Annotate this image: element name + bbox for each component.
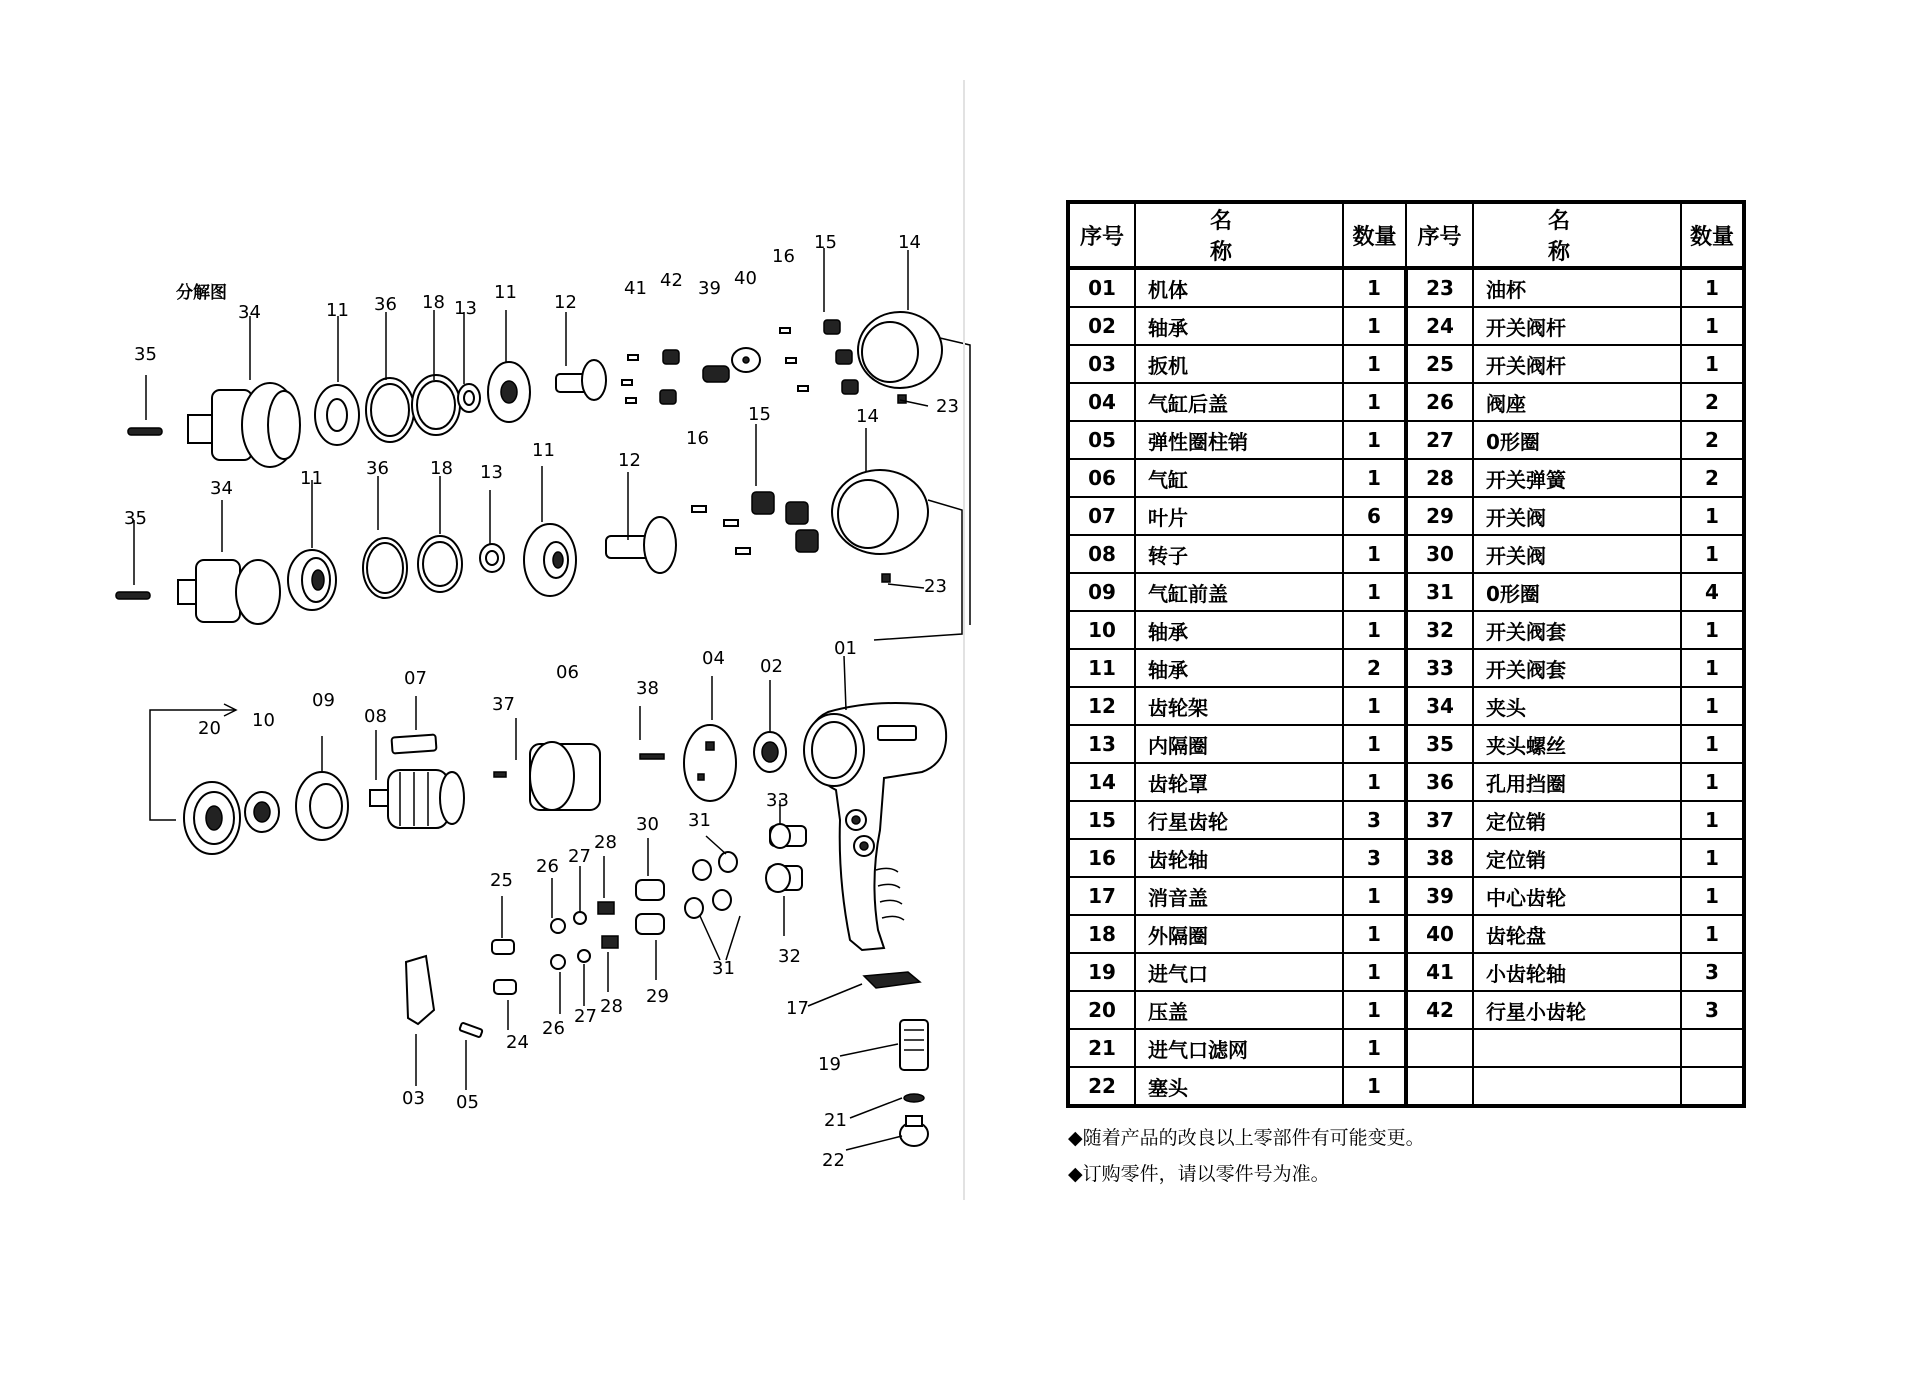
part-name: 开关阀套 — [1473, 649, 1681, 687]
part-number: 20 — [1068, 991, 1135, 1029]
table-row — [1068, 611, 1744, 649]
part-name: 齿轮盘 — [1473, 915, 1681, 953]
part-name: 定位销 — [1473, 839, 1681, 877]
part-number: 05 — [1068, 421, 1135, 459]
part-name: 轴承 — [1135, 611, 1343, 649]
part-label: 30 — [636, 814, 659, 835]
part-qty: 2 — [1343, 649, 1406, 687]
diagram-title: 分解图 — [176, 283, 227, 303]
part-qty: 1 — [1681, 839, 1744, 877]
part-number: 36 — [1406, 763, 1473, 801]
table-row — [1068, 573, 1744, 611]
note-line: ◆随着产品的改良以上零部件有可能变更。 — [1068, 1127, 1425, 1149]
part-qty: 1 — [1681, 801, 1744, 839]
part-label: 13 — [480, 462, 503, 483]
part-qty: 1 — [1343, 763, 1406, 801]
part-label: 35 — [124, 508, 147, 529]
part-label: 31 — [712, 958, 735, 979]
part-qty: 1 — [1681, 687, 1744, 725]
part-label: 13 — [454, 298, 477, 319]
part-qty: 2 — [1681, 421, 1744, 459]
part-qty: 1 — [1343, 991, 1406, 1029]
part-name: 外隔圈 — [1135, 915, 1343, 953]
part-label: 15 — [748, 404, 771, 425]
part-label: 11 — [300, 468, 323, 489]
part-label: 14 — [856, 406, 879, 427]
part-number: 10 — [1068, 611, 1135, 649]
part-name: 行星小齿轮 — [1473, 991, 1681, 1029]
header-no: 序号 — [1406, 202, 1473, 268]
part-number: 02 — [1068, 307, 1135, 345]
table-row — [1068, 307, 1744, 345]
part-name: 0形圈 — [1473, 421, 1681, 459]
part-label: 36 — [366, 458, 389, 479]
part-qty: 1 — [1343, 345, 1406, 383]
part-label: 18 — [422, 292, 445, 313]
part-label: 33 — [766, 790, 789, 811]
part-label: 20 — [198, 718, 221, 739]
part-number: 16 — [1068, 839, 1135, 877]
part-number: 29 — [1406, 497, 1473, 535]
part-label: 16 — [772, 246, 795, 267]
part-label: 16 — [686, 428, 709, 449]
part-number — [1406, 1029, 1473, 1067]
part-name: 0形圈 — [1473, 573, 1681, 611]
part-name: 齿轮轴 — [1135, 839, 1343, 877]
part-qty: 2 — [1681, 383, 1744, 421]
part-label: 28 — [594, 832, 617, 853]
header-no: 序号 — [1068, 202, 1135, 268]
part-label: 39 — [698, 278, 721, 299]
part-qty — [1681, 1029, 1744, 1067]
part-label: 23 — [936, 396, 959, 417]
part-label: 11 — [494, 282, 517, 303]
part-number: 06 — [1068, 459, 1135, 497]
table-row — [1068, 915, 1744, 953]
part-label: 26 — [536, 856, 559, 877]
part-name: 塞头 — [1135, 1067, 1343, 1106]
part-number: 17 — [1068, 877, 1135, 915]
table-row — [1068, 1029, 1744, 1067]
part-label: 27 — [574, 1006, 597, 1027]
part-name: 中心齿轮 — [1473, 877, 1681, 915]
part-name — [1473, 1067, 1681, 1106]
part-name: 油杯 — [1473, 268, 1681, 307]
part-qty: 1 — [1681, 535, 1744, 573]
row3-parts — [150, 703, 946, 1146]
part-label: 25 — [490, 870, 513, 891]
part-name — [1473, 1029, 1681, 1067]
part-qty: 1 — [1343, 268, 1406, 307]
part-number — [1406, 1067, 1473, 1106]
part-qty: 1 — [1343, 1067, 1406, 1106]
part-qty: 1 — [1681, 725, 1744, 763]
part-qty: 2 — [1681, 459, 1744, 497]
note-line: ◆订购零件，请以零件号为准。 — [1068, 1163, 1330, 1185]
part-label: 02 — [760, 656, 783, 677]
part-number: 25 — [1406, 345, 1473, 383]
part-number: 33 — [1406, 649, 1473, 687]
part-qty: 1 — [1681, 763, 1744, 801]
part-name: 小齿轮轴 — [1473, 953, 1681, 991]
part-qty: 1 — [1343, 573, 1406, 611]
part-qty: 1 — [1343, 459, 1406, 497]
part-number: 35 — [1406, 725, 1473, 763]
part-label: 24 — [506, 1032, 529, 1053]
header-qty: 数量 — [1681, 202, 1744, 268]
part-qty: 1 — [1681, 268, 1744, 307]
table-row — [1068, 535, 1744, 573]
part-name: 扳机 — [1135, 345, 1343, 383]
part-name: 阀座 — [1473, 383, 1681, 421]
table-row — [1068, 1067, 1744, 1106]
part-qty: 1 — [1343, 953, 1406, 991]
part-number: 04 — [1068, 383, 1135, 421]
part-qty: 3 — [1681, 953, 1744, 991]
part-label: 23 — [924, 576, 947, 597]
part-label: 04 — [702, 648, 725, 669]
table-row — [1068, 763, 1744, 801]
part-number: 23 — [1406, 268, 1473, 307]
part-label: 35 — [134, 344, 157, 365]
part-name: 夹头螺丝 — [1473, 725, 1681, 763]
part-qty: 3 — [1343, 801, 1406, 839]
table-row — [1068, 839, 1744, 877]
part-label: 12 — [618, 450, 641, 471]
part-number: 22 — [1068, 1067, 1135, 1106]
part-name: 开关阀杆 — [1473, 345, 1681, 383]
part-name: 机体 — [1135, 268, 1343, 307]
part-number: 08 — [1068, 535, 1135, 573]
part-label: 11 — [326, 300, 349, 321]
part-label: 11 — [532, 440, 555, 461]
part-label: 07 — [404, 668, 427, 689]
part-label: 14 — [898, 232, 921, 253]
part-name: 齿轮架 — [1135, 687, 1343, 725]
table-row — [1068, 459, 1744, 497]
header-name: 名 称 — [1473, 202, 1681, 268]
table-row — [1068, 345, 1744, 383]
part-qty: 1 — [1343, 307, 1406, 345]
part-qty: 1 — [1681, 345, 1744, 383]
part-number: 24 — [1406, 307, 1473, 345]
part-label: 27 — [568, 846, 591, 867]
part-qty: 1 — [1343, 535, 1406, 573]
part-name: 孔用挡圈 — [1473, 763, 1681, 801]
part-qty: 1 — [1343, 877, 1406, 915]
part-number: 39 — [1406, 877, 1473, 915]
part-label: 22 — [822, 1150, 845, 1171]
row2-parts — [116, 470, 962, 640]
part-label: 05 — [456, 1092, 479, 1113]
part-label: 31 — [688, 810, 711, 831]
fold-mark — [963, 80, 965, 1200]
part-number: 18 — [1068, 915, 1135, 953]
part-label: 12 — [554, 292, 577, 313]
part-qty: 1 — [1343, 915, 1406, 953]
part-number: 34 — [1406, 687, 1473, 725]
part-name: 开关阀套 — [1473, 611, 1681, 649]
part-name: 开关阀 — [1473, 535, 1681, 573]
table-header-row — [1068, 202, 1744, 268]
part-name: 进气口 — [1135, 953, 1343, 991]
part-number: 41 — [1406, 953, 1473, 991]
part-number: 37 — [1406, 801, 1473, 839]
part-number: 30 — [1406, 535, 1473, 573]
table-row — [1068, 268, 1744, 307]
part-qty: 1 — [1343, 725, 1406, 763]
part-label: 40 — [734, 268, 757, 289]
part-name: 轴承 — [1135, 649, 1343, 687]
part-labels — [124, 232, 959, 1171]
part-name: 弹性圈柱销 — [1135, 421, 1343, 459]
part-number: 03 — [1068, 345, 1135, 383]
part-name: 叶片 — [1135, 497, 1343, 535]
table-row — [1068, 497, 1744, 535]
part-label: 17 — [786, 998, 809, 1019]
part-qty: 1 — [1681, 497, 1744, 535]
part-number: 14 — [1068, 763, 1135, 801]
part-label: 19 — [818, 1054, 841, 1075]
part-qty: 1 — [1343, 1029, 1406, 1067]
part-qty — [1681, 1067, 1744, 1106]
part-name: 开关阀杆 — [1473, 307, 1681, 345]
part-name: 消音盖 — [1135, 877, 1343, 915]
part-number: 26 — [1406, 383, 1473, 421]
part-label: 38 — [636, 678, 659, 699]
row4-parts — [406, 852, 737, 1038]
table-row — [1068, 649, 1744, 687]
part-qty: 3 — [1343, 839, 1406, 877]
table-row — [1068, 953, 1744, 991]
header-name: 名 称 — [1135, 202, 1343, 268]
part-label: 15 — [814, 232, 837, 253]
part-name: 气缸前盖 — [1135, 573, 1343, 611]
part-number: 01 — [1068, 268, 1135, 307]
part-number: 42 — [1406, 991, 1473, 1029]
part-number: 09 — [1068, 573, 1135, 611]
header-qty: 数量 — [1343, 202, 1406, 268]
part-number: 21 — [1068, 1029, 1135, 1067]
part-qty: 1 — [1681, 877, 1744, 915]
part-name: 进气口滤网 — [1135, 1029, 1343, 1067]
part-qty: 1 — [1681, 649, 1744, 687]
parts-table-body — [1068, 268, 1744, 1106]
part-name: 内隔圈 — [1135, 725, 1343, 763]
part-name: 转子 — [1135, 535, 1343, 573]
part-qty: 6 — [1343, 497, 1406, 535]
part-number: 38 — [1406, 839, 1473, 877]
part-number: 27 — [1406, 421, 1473, 459]
part-name: 定位销 — [1473, 801, 1681, 839]
part-label: 21 — [824, 1110, 847, 1131]
table-row — [1068, 421, 1744, 459]
part-label: 36 — [374, 294, 397, 315]
part-label: 18 — [430, 458, 453, 479]
part-qty: 1 — [1681, 915, 1744, 953]
part-label: 34 — [238, 302, 261, 323]
part-label: 37 — [492, 694, 515, 715]
part-label: 08 — [364, 706, 387, 727]
part-qty: 1 — [1681, 611, 1744, 649]
part-number: 19 — [1068, 953, 1135, 991]
part-label: 34 — [210, 478, 233, 499]
part-qty: 3 — [1681, 991, 1744, 1029]
part-qty: 1 — [1343, 383, 1406, 421]
part-number: 11 — [1068, 649, 1135, 687]
part-name: 气缸后盖 — [1135, 383, 1343, 421]
part-number: 31 — [1406, 573, 1473, 611]
part-label: 41 — [624, 278, 647, 299]
part-number: 12 — [1068, 687, 1135, 725]
part-label: 03 — [402, 1088, 425, 1109]
parts-table — [1066, 200, 1746, 1108]
table-row — [1068, 725, 1744, 763]
part-name: 开关阀 — [1473, 497, 1681, 535]
table-row — [1068, 383, 1744, 421]
part-name: 齿轮罩 — [1135, 763, 1343, 801]
part-label: 10 — [252, 710, 275, 731]
part-label: 09 — [312, 690, 335, 711]
part-number: 40 — [1406, 915, 1473, 953]
part-label: 06 — [556, 662, 579, 683]
notes — [1068, 1120, 1425, 1192]
part-name: 开关弹簧 — [1473, 459, 1681, 497]
part-qty: 1 — [1343, 687, 1406, 725]
part-name: 行星齿轮 — [1135, 801, 1343, 839]
part-name: 轴承 — [1135, 307, 1343, 345]
part-number: 07 — [1068, 497, 1135, 535]
part-label: 28 — [600, 996, 623, 1017]
part-number: 13 — [1068, 725, 1135, 763]
part-name: 夹头 — [1473, 687, 1681, 725]
part-label: 26 — [542, 1018, 565, 1039]
part-number: 32 — [1406, 611, 1473, 649]
table-row — [1068, 877, 1744, 915]
part-label: 42 — [660, 270, 683, 291]
part-name: 气缸 — [1135, 459, 1343, 497]
part-qty: 1 — [1343, 421, 1406, 459]
part-label: 32 — [778, 946, 801, 967]
part-label: 29 — [646, 986, 669, 1007]
part-name: 压盖 — [1135, 991, 1343, 1029]
part-label: 01 — [834, 638, 857, 659]
part-qty: 1 — [1681, 307, 1744, 345]
table-row — [1068, 687, 1744, 725]
table-row — [1068, 801, 1744, 839]
table-row — [1068, 991, 1744, 1029]
part-qty: 1 — [1343, 611, 1406, 649]
part-qty: 4 — [1681, 573, 1744, 611]
part-number: 15 — [1068, 801, 1135, 839]
part-number: 28 — [1406, 459, 1473, 497]
